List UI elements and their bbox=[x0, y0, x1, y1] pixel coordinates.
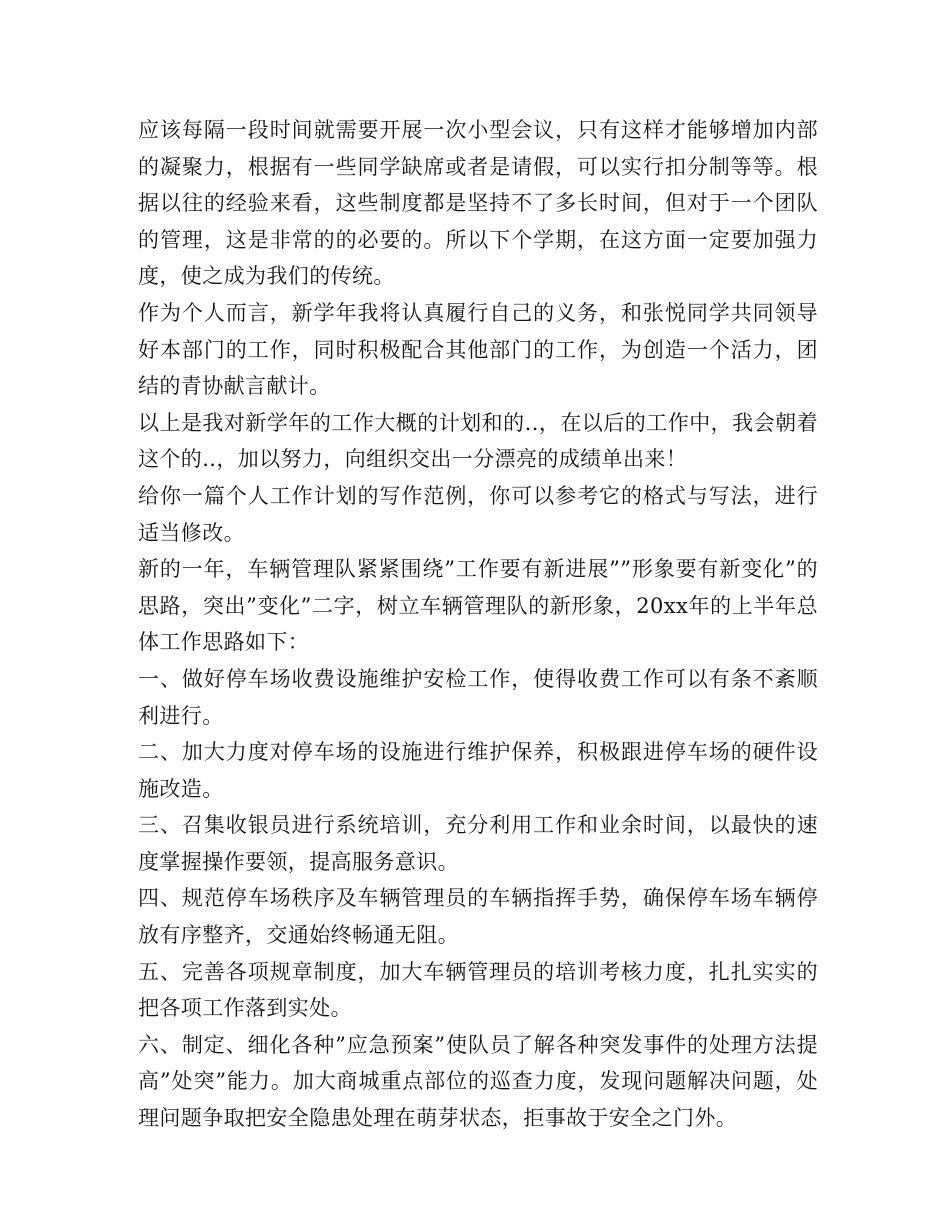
list-item-5: 五、完善各项规章制度，加大车辆管理员的培训考核力度，扎扎实实的把各项工作落到实处。 bbox=[138, 959, 818, 1021]
paragraph-plan-summary: 以上是我对新学年的工作大概的计划和的..，在以后的工作中，我会朝着这个的..，加以努力，向组织交出一分漂亮的成绩单出来！ bbox=[138, 410, 818, 472]
list-item-2: 二、加大力度对停车场的设施进行维护保养，积极跟进停车场的硬件设施改造。 bbox=[138, 740, 818, 801]
paragraph-new-year-approach: 新的一年，车辆管理队紧紧围绕”工作要有新进展””形象要有新变化”的思路，突出”变化”二字，树立车辆管理队的新形象，20xx年的上半年总体工作思路如下： bbox=[138, 557, 818, 655]
list-item-6: 六、制定、细化各种”应急预案”使队员了解各种突发事件的处理方法提高”处突”能力。加大商城重点部位的巡查力度，发现问题解决问题，处理问题争取把安全隐患处理在萌芽状态，拒事故于安全之门外。 bbox=[138, 1032, 818, 1131]
paragraph-personal-duty: 作为个人而言，新学年我将认真履行自己的义务，和张悦同学共同领导好本部门的工作，同时积极配合其他部门的工作，为创造一个活力，团结的青协献言献计。 bbox=[138, 300, 818, 399]
document-body bbox=[138, 112, 818, 1137]
list-item-1: 一、做好停车场收费设施维护安检工作，使得收费工作可以有条不紊顺利进行。 bbox=[138, 666, 818, 728]
list-item-3: 三、召集收银员进行系统培训，充分利用工作和业余时间，以最快的速度掌握操作要领，提高服务意识。 bbox=[138, 813, 818, 874]
paragraph-sample-intro: 给你一篇个人工作计划的写作范例，你可以参考它的格式与写法，进行适当修改。 bbox=[138, 483, 818, 545]
list-item-4: 四、规范停车场秩序及车辆管理员的车辆指挥手势，确保停车场车辆停放有序整齐，交通始终畅通无阻。 bbox=[138, 886, 818, 948]
paragraph-meeting-cohesion: 应该每隔一段时间就需要开展一次小型会议，只有这样才能够增加内部的凝聚力，根据有一些同学缺席或者是请假，可以实行扣分制等等。根据以往的经验来看，这些制度都是坚持不了多长时间，但对于一个团队的管理，这是非常的的必要的。所以下个学期，在这方面一定要加强力度，使之成为我们的传统。 bbox=[138, 118, 818, 289]
